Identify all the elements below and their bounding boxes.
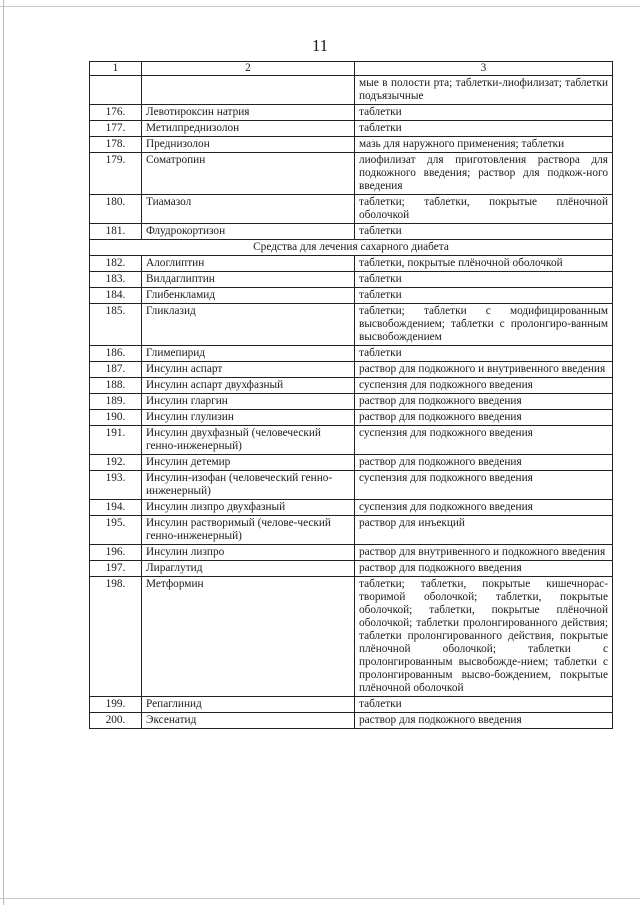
table-row xyxy=(90,153,613,195)
table-cell-num: 183. xyxy=(90,272,142,288)
table-cell-name: Инсулин двухфазный (человеческий генно-инженерный) xyxy=(142,426,355,455)
table-row xyxy=(90,378,613,394)
table-cell-num: 181. xyxy=(90,224,142,240)
table-cell-num: 178. xyxy=(90,137,142,153)
table-cell-form: суспензия для подкожного введения xyxy=(355,471,613,500)
table-cell-form: таблетки, покрытые плёночной оболочкой xyxy=(355,256,613,272)
continuation-row xyxy=(90,76,613,105)
table-row xyxy=(90,121,613,137)
table-cell-num: 193. xyxy=(90,471,142,500)
table-row xyxy=(90,426,613,455)
table-cell-form: таблетки; таблетки с модифицированным высвобождением; таблетки с пролонгиро-ванным высвобождением xyxy=(355,304,613,346)
table-row xyxy=(90,545,613,561)
table-cell-form: раствор для инъекций xyxy=(355,516,613,545)
table-cell-name: Метилпреднизолон xyxy=(142,121,355,137)
table-cell-name: Гликлазид xyxy=(142,304,355,346)
table-row xyxy=(90,105,613,121)
table-cell-num: 200. xyxy=(90,713,142,729)
table-cell-num: 184. xyxy=(90,288,142,304)
table-cell-form: мазь для наружного применения; таблетки xyxy=(355,137,613,153)
table-cell-num: 179. xyxy=(90,153,142,195)
table-cell-form: таблетки xyxy=(355,288,613,304)
section-title: Средства для лечения сахарного диабета xyxy=(90,240,613,256)
table-cell-form: раствор для подкожного введения xyxy=(355,394,613,410)
table-row xyxy=(90,410,613,426)
table-row xyxy=(90,224,613,240)
table-row xyxy=(90,137,613,153)
table-cell-form: раствор для подкожного введения xyxy=(355,455,613,471)
table-row xyxy=(90,500,613,516)
table-row xyxy=(90,272,613,288)
scan-edge-top xyxy=(0,6,640,7)
table-row xyxy=(90,394,613,410)
table-row xyxy=(90,713,613,729)
table-cell-name: Глимепирид xyxy=(142,346,355,362)
page-number: 11 xyxy=(311,36,329,55)
table-cell-num: 192. xyxy=(90,455,142,471)
table-row xyxy=(90,516,613,545)
table-cell-name: Инсулин-изофан (человеческий генно-инженерный) xyxy=(142,471,355,500)
table-cell-name xyxy=(142,76,355,105)
table-row xyxy=(90,455,613,471)
table-cell-num xyxy=(90,76,142,105)
table-cell-name: Инсулин лизпро двухфазный xyxy=(142,500,355,516)
table-cell-name: Инсулин детемир xyxy=(142,455,355,471)
table-cell-name: Левотироксин натрия xyxy=(142,105,355,121)
table-cell-num: 190. xyxy=(90,410,142,426)
table-header-row xyxy=(90,62,613,76)
table-cell-form: таблетки xyxy=(355,224,613,240)
header-col-2: 2 xyxy=(142,62,355,76)
table-cell-name: Преднизолон xyxy=(142,137,355,153)
table-cell-num: 198. xyxy=(90,577,142,697)
table-cell-form: таблетки; таблетки, покрытые плёночной оболочкой xyxy=(355,195,613,224)
table-cell-form: таблетки; таблетки, покрытые кишечнорас-творимой оболочкой; таблетки, покрытые оболочкой; таблетки, покрытые плёночной оболочкой; таблетки пролонгированного действия; таблетки пролонгированного действия, покрытые плёночной оболочкой; таблетки с пролонгированным высвобожде-нием; таблетки с пролонгированным высво-бождением, покрытые плёночной оболочкой xyxy=(355,577,613,697)
table-row xyxy=(90,697,613,713)
table-cell-form: суспензия для подкожного введения xyxy=(355,378,613,394)
scan-edge-bottom xyxy=(0,898,640,899)
table-cell-num: 189. xyxy=(90,394,142,410)
table-row xyxy=(90,561,613,577)
table-cell-name: Репаглинид xyxy=(142,697,355,713)
table-cell-name: Глибенкламид xyxy=(142,288,355,304)
table-cell-form: раствор для внутривенного и подкожного введения xyxy=(355,545,613,561)
table-cell-num: 188. xyxy=(90,378,142,394)
table-cell-form: раствор для подкожного введения xyxy=(355,561,613,577)
table-cell-name: Тиамазол xyxy=(142,195,355,224)
table-cell-form: раствор для подкожного введения xyxy=(355,713,613,729)
table-row xyxy=(90,471,613,500)
table-cell-num: 196. xyxy=(90,545,142,561)
table-cell-num: 186. xyxy=(90,346,142,362)
table-cell-num: 176. xyxy=(90,105,142,121)
table-row xyxy=(90,288,613,304)
table-cell-form: таблетки xyxy=(355,346,613,362)
table-cell-num: 194. xyxy=(90,500,142,516)
table-row xyxy=(90,346,613,362)
table-cell-num: 177. xyxy=(90,121,142,137)
table-cell-name: Лираглутид xyxy=(142,561,355,577)
table-row xyxy=(90,195,613,224)
table-cell-name: Флудрокортизон xyxy=(142,224,355,240)
table-cell-name: Инсулин лизпро xyxy=(142,545,355,561)
table-cell-num: 197. xyxy=(90,561,142,577)
table-cell-form: таблетки xyxy=(355,272,613,288)
table-cell-num: 185. xyxy=(90,304,142,346)
table-cell-form: лиофилизат для приготовления раствора для подкожного введения; раствор для подкож-ного введения xyxy=(355,153,613,195)
table-cell-name: Инсулин растворимый (челове-ческий генно-инженерный) xyxy=(142,516,355,545)
table-row xyxy=(90,304,613,346)
table-cell-name: Соматропин xyxy=(142,153,355,195)
table-cell-name: Эксенатид xyxy=(142,713,355,729)
table-cell-name: Инсулин глулизин xyxy=(142,410,355,426)
table-cell-num: 191. xyxy=(90,426,142,455)
scan-edge-left xyxy=(3,0,4,905)
table-cell-num: 182. xyxy=(90,256,142,272)
header-col-3: 3 xyxy=(355,62,613,76)
table-cell-name: Метформин xyxy=(142,577,355,697)
table-cell-form: таблетки xyxy=(355,105,613,121)
table-cell-form: таблетки xyxy=(355,121,613,137)
table-row xyxy=(90,256,613,272)
table-cell-num: 195. xyxy=(90,516,142,545)
header-col-1: 1 xyxy=(90,62,142,76)
table-cell-form: раствор для подкожного введения xyxy=(355,410,613,426)
section-heading-row xyxy=(90,240,613,256)
table-cell-form: раствор для подкожного и внутривенного введения xyxy=(355,362,613,378)
table-cell-name: Инсулин аспарт двухфазный xyxy=(142,378,355,394)
table-cell-form: мые в полости рта; таблетки-лиофилизат; таблетки подъязычные xyxy=(355,76,613,105)
table-cell-name: Вилдаглиптин xyxy=(142,272,355,288)
table-row xyxy=(90,362,613,378)
table-cell-form: суспензия для подкожного введения xyxy=(355,426,613,455)
table-cell-name: Инсулин гларгин xyxy=(142,394,355,410)
table-cell-num: 187. xyxy=(90,362,142,378)
table-cell-form: таблетки xyxy=(355,697,613,713)
table-cell-num: 199. xyxy=(90,697,142,713)
drug-table xyxy=(89,61,613,729)
table-cell-name: Инсулин аспарт xyxy=(142,362,355,378)
table-cell-form: суспензия для подкожного введения xyxy=(355,500,613,516)
table-cell-num: 180. xyxy=(90,195,142,224)
table-cell-name: Алоглиптин xyxy=(142,256,355,272)
table-row xyxy=(90,577,613,697)
